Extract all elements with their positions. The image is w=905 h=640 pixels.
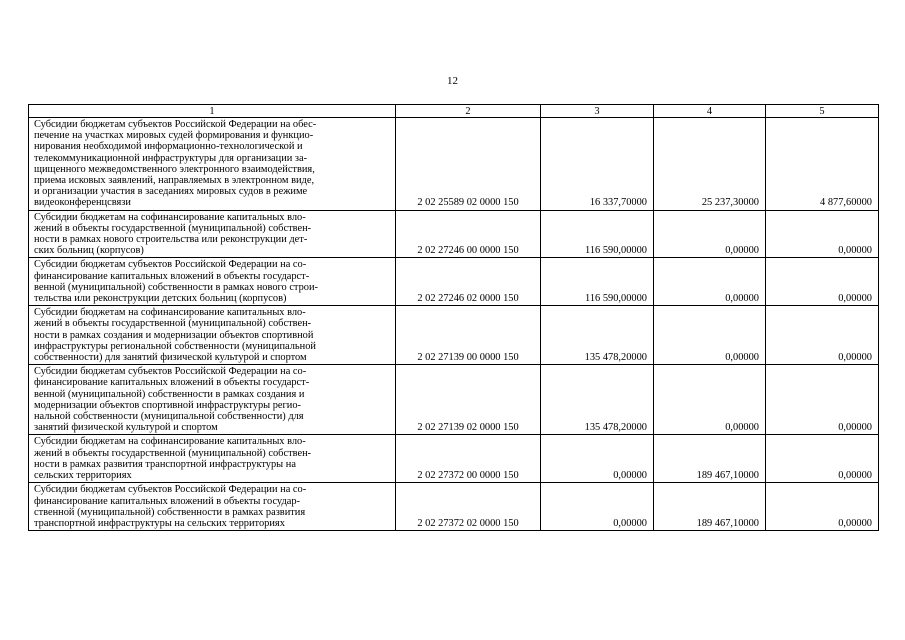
budget-classification-code: 2 02 27246 00 0000 150 — [396, 210, 541, 258]
value-column-4: 189 467,10000 — [654, 435, 766, 483]
table-body — [29, 118, 879, 531]
description-line: сельских территориях — [34, 470, 132, 482]
description-line: модернизации объектов спортивной инфраструктуры регио- — [34, 399, 302, 411]
description-line: финансирование капитальных вложений в объекты государ- — [34, 495, 301, 507]
budget-classification-code: 2 02 27139 00 0000 150 — [396, 306, 541, 365]
value-column-3: 0,00000 — [541, 483, 654, 531]
value-column-3: 135 478,20000 — [541, 365, 654, 435]
budget-classification-code: 2 02 27139 02 0000 150 — [396, 365, 541, 435]
value-column-3: 116 590,00000 — [541, 210, 654, 258]
description-line: венной (муниципальной) собственности в рамках создания и — [34, 388, 305, 400]
budget-classification-code: 2 02 25589 02 0000 150 — [396, 118, 541, 211]
description-line: жений в объекты государственной (муниципальной) собствен- — [34, 447, 312, 459]
value-column-5: 0,00000 — [766, 210, 879, 258]
description-line: ности в рамках создания и модернизации объектов спортивной — [34, 329, 314, 341]
description-line: видеоконференцсвязи — [34, 197, 131, 209]
value-column-3: 16 337,70000 — [541, 118, 654, 211]
description-line: занятий физической культурой и спортом — [34, 422, 218, 434]
description-line: нирования необходимой информационно-технологической и — [34, 141, 303, 153]
table-row — [29, 435, 879, 483]
column-header-3: 3 — [541, 105, 654, 118]
description-line: щищенного межведомственного электронного взаимодействия, — [34, 163, 315, 175]
description-line: Субсидии бюджетам субъектов Российской Федерации на со- — [34, 484, 307, 496]
column-header-1: 1 — [29, 105, 396, 118]
budget-classification-code: 2 02 27246 02 0000 150 — [396, 258, 541, 306]
description-line: нальной собственности (муниципальной собственности) для — [34, 411, 304, 423]
description-line: печение на участках мировых судей формирования и функцио- — [34, 130, 314, 142]
description-line: транспортной инфраструктуры на сельских территориях — [34, 517, 285, 529]
budget-classification-code: 2 02 27372 00 0000 150 — [396, 435, 541, 483]
description-line: ских больниц (корпусов) — [34, 245, 144, 257]
value-column-4: 25 237,30000 — [654, 118, 766, 211]
value-column-4: 0,00000 — [654, 306, 766, 365]
description-line: жений в объекты государственной (муниципальной) собствен- — [34, 222, 312, 234]
description-line: финансирование капитальных вложений в объекты государст- — [34, 270, 310, 282]
description-line: Субсидии бюджетам субъектов Российской Федерации на обес- — [34, 119, 317, 130]
row-description — [29, 365, 396, 435]
table-row — [29, 258, 879, 306]
table-row — [29, 306, 879, 365]
table-row — [29, 365, 879, 435]
description-line: приема исковых заявлений, направляемых в электронном виде, — [34, 175, 315, 187]
table-row — [29, 210, 879, 258]
description-line: Субсидии бюджетам на софинансирование капитальных вло- — [34, 436, 306, 448]
budget-classification-code: 2 02 27372 02 0000 150 — [396, 483, 541, 531]
description-line: ности в рамках развития транспортной инфраструктуры на — [34, 458, 296, 470]
row-description — [29, 258, 396, 306]
description-line: Субсидии бюджетам на софинансирование капитальных вло- — [34, 211, 306, 223]
value-column-3: 0,00000 — [541, 435, 654, 483]
description-line: и организации участия в заседаниях мировых судов в режиме — [34, 186, 308, 198]
value-column-5: 0,00000 — [766, 306, 879, 365]
description-line: ственной (муниципальной) собственности в рамках развития — [34, 506, 306, 518]
description-line: жений в объекты государственной (муниципальной) собствен- — [34, 318, 312, 330]
value-column-5: 0,00000 — [766, 365, 879, 435]
column-header-2: 2 — [396, 105, 541, 118]
table-row — [29, 483, 879, 531]
row-description — [29, 435, 396, 483]
value-column-5: 0,00000 — [766, 258, 879, 306]
description-line: Субсидии бюджетам субъектов Российской Федерации на со- — [34, 259, 307, 271]
value-column-4: 0,00000 — [654, 210, 766, 258]
description-line: финансирование капитальных вложений в объекты государст- — [34, 377, 310, 389]
column-header-5: 5 — [766, 105, 879, 118]
description-line: инфраструктуры региональной собственности (муниципальной — [34, 340, 316, 352]
table-row — [29, 118, 879, 211]
description-line: Субсидии бюджетам субъектов Российской Федерации на со- — [34, 366, 307, 378]
page-number: 12 — [447, 75, 458, 87]
description-line: телекоммуникационной инфраструктуры для организации за- — [34, 152, 308, 164]
row-description — [29, 210, 396, 258]
column-header-4: 4 — [654, 105, 766, 118]
description-line: Субсидии бюджетам на софинансирование капитальных вло- — [34, 307, 306, 319]
value-column-4: 0,00000 — [654, 258, 766, 306]
value-column-4: 189 467,10000 — [654, 483, 766, 531]
value-column-3: 135 478,20000 — [541, 306, 654, 365]
value-column-5: 0,00000 — [766, 435, 879, 483]
value-column-3: 116 590,00000 — [541, 258, 654, 306]
description-line: венной (муниципальной) собственности в рамках нового строи- — [34, 281, 319, 293]
value-column-5: 0,00000 — [766, 483, 879, 531]
row-description — [29, 306, 396, 365]
description-line: ности в рамках нового строительства или реконструкции дет- — [34, 234, 308, 246]
value-column-4: 0,00000 — [654, 365, 766, 435]
row-description — [29, 118, 396, 211]
value-column-5: 4 877,60000 — [766, 118, 879, 211]
budget-table — [28, 104, 879, 531]
header-row — [29, 105, 879, 118]
description-line: тельства или реконструкции детских больниц (корпусов) — [34, 293, 287, 305]
description-line: собственности) для занятий физической культурой и спортом — [34, 352, 307, 364]
row-description — [29, 483, 396, 531]
